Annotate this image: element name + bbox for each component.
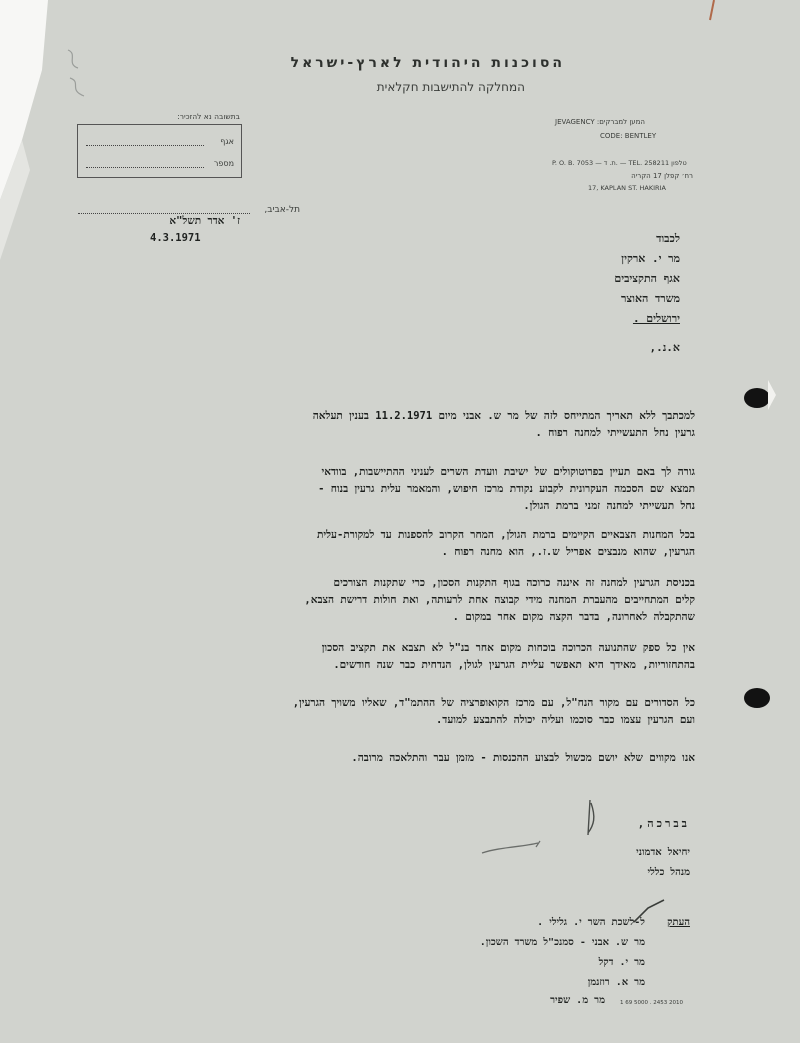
signatory-title: מנהל כללי	[647, 867, 690, 878]
paragraph-4	[130, 575, 695, 626]
letter-date: 4.3.1971	[150, 232, 201, 244]
contact-cable: JEVAGENCY :המען למברקים	[555, 118, 645, 126]
cc-line-3: מר י. דקל	[598, 957, 645, 968]
date-line	[78, 213, 250, 214]
torn-edge-mark	[766, 380, 778, 410]
paragraph-line: אין כל ספק שהתנועה הכרוכה בוכחות מקום אחר בנ"ל לא תצבא את תקציב הסכון	[321, 642, 695, 654]
paragraph-line: למכתבך ללא תאריך המתייחס לזה של מר ש. אבני מיום 11.2.1971 בענין תעלאה	[312, 410, 695, 422]
paragraph-3	[190, 527, 695, 561]
recipient-ministry: משרד האוצר	[621, 292, 680, 305]
reply-reference-box	[77, 124, 242, 178]
recipient-department: אגף התקציבים	[614, 272, 680, 285]
reply-number-label: מספר	[213, 159, 234, 168]
reply-dept-line[interactable]	[86, 145, 204, 146]
paragraph-6	[130, 695, 695, 729]
paragraph-2	[190, 464, 695, 515]
paragraph-line: בכל המחנות הצבאיים הקיימים ברמת הגולן, המחר הקרוב להספנות עד למקורת-עלית	[316, 529, 695, 541]
paragraph-line: בכניסת הגרעין למחנה זה איננה כרוכה בגוף התקנות הסכון, כרי שתקנות הצורכים	[333, 577, 695, 589]
contact-address-en: 17, KAPLAN ST. HAKIRIA	[588, 184, 666, 192]
contact-code: CODE: BENTLEY	[600, 132, 657, 140]
recipient-salutation: לכבוד	[656, 232, 680, 245]
paragraph-line: כל הסדורים עם מקור הנח"ל, עם מרכז הקואופרציה של ההתמ"ד, שאליו משויך הגרעין,	[292, 697, 695, 709]
paragraph-7	[190, 750, 695, 767]
recipient-name: מר י. ארקין	[621, 252, 680, 265]
contact-address-he: רח׳ קפלן 17 הקריה	[631, 172, 693, 180]
paragraph-line: שהתקבלה לאחרונה, בדבר הקצה מקום אחר במקום .	[452, 611, 695, 623]
punch-hole-bottom	[744, 688, 770, 708]
cc-line-2: מר ש. אבני - סמנכ"ל משרד השכון.	[479, 937, 645, 948]
paragraph-1	[200, 408, 695, 442]
paragraph-line: גרעין נחל התעשייתי למחנה רפוח .	[535, 427, 695, 439]
signature-closing: בברכה,	[637, 817, 690, 830]
reply-dept-label: אגף	[220, 137, 234, 146]
recipient-city: ירושלים .	[632, 312, 680, 325]
form-code: 1 69 5000 . 2453 2010	[620, 1000, 683, 1006]
cc-line-4: מר א. רוזנמן	[587, 977, 645, 988]
pencil-scribble	[60, 40, 100, 110]
paragraph-line: קלים המתחייבים מהעברת המחנה מידי קבוצה אחת לרעותה, ואת חולות דרישת הצבא,	[304, 594, 695, 606]
hebrew-date: ז' אדר תשל"א	[169, 215, 240, 227]
date-city-label: תל-אביב,	[264, 205, 300, 215]
letterhead-org: הסוכנות היהודית לארץ-ישראל	[290, 55, 565, 71]
reply-number-line[interactable]	[86, 167, 204, 168]
corner-mark	[700, 0, 730, 25]
paragraph-line: תמצא שם הסכמה העקרונית לקבוע נקודת מרכז חיפוש, והמאמר עלית גרעין בנוח -	[318, 483, 695, 495]
paragraph-5	[140, 640, 695, 674]
cc-line-1: ל-לשכת השר י. גלילי .	[537, 917, 645, 928]
paragraph-line: גורה לך באם תעיין בפרוטוקולים של ישיבת וועדת השרים לעניני ההתיישבות, בוודאי	[321, 466, 695, 478]
signatory-name: יחיאל אדמוני	[636, 847, 690, 858]
greeting: א.נ.,	[649, 341, 680, 354]
paragraph-line: ועם הגרעין עצמו כבר סוכמו ועליה יכולה להתבצע למועד.	[435, 714, 695, 726]
paragraph-line: נחל תעשייתי למחנה זמני ברמת הגולן.	[523, 500, 695, 512]
paragraph-line: הגרעין, שהוא מנבצים אפריל ש.ז., הוא מחנה רפוח .	[441, 546, 695, 558]
paragraph-line: בהתחזוריות, מאידך היא תאפשר עליית הגרעין לגולן, הנדחית כבר שנה חודשים.	[333, 659, 695, 671]
reply-box-heading: בתשובה נא להזכיר:	[177, 112, 240, 121]
cc-line-5: מר מ. שפיר	[550, 995, 605, 1006]
cc-label: העתק	[667, 917, 690, 928]
paper-edge-shadow	[0, 0, 60, 1043]
letterhead-department: המחלקה להתישבות חקלאית	[376, 80, 525, 94]
paragraph-line: אנו מקווים שלא יושם מכשול לבצוע ההכנסות - מזמן עבר והתלאכה מרובה.	[351, 752, 695, 764]
contact-phone: P. O. B. 7053 — ת. ד. — TEL. 258211 טלפון	[552, 159, 687, 167]
